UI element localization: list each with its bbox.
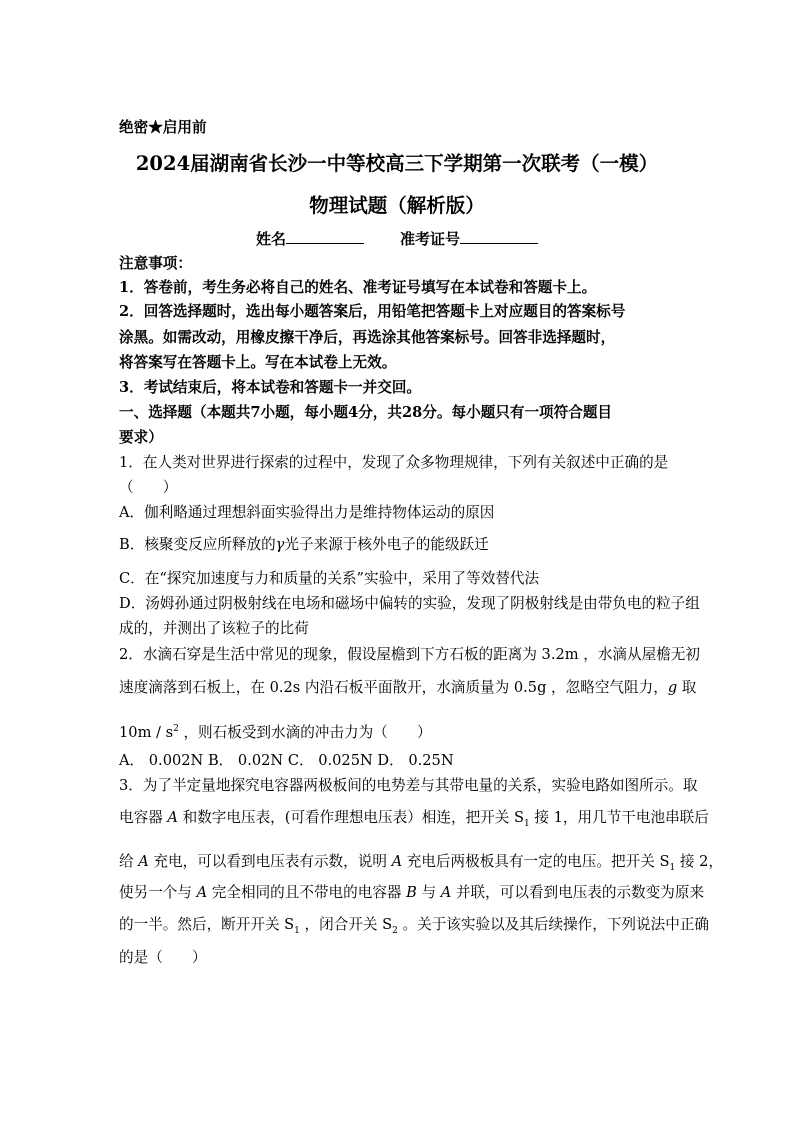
notice-item: 1．答卷前，考生务必将自己的姓名、准考证号填写在本试卷和答题卡上。 (119, 279, 597, 296)
q3-stem-cont3: 使另一个与 A 完全相同的且不带电的电容器 B 与 A 并联，可以看到电压表的示数变为原来 (119, 884, 705, 901)
q1-option-c: C．在“探究加速度与力和质量的关系”实验中，采用了等效替代法 (119, 570, 540, 587)
exam-id-label: 准考证号 (400, 230, 461, 248)
q1-option-b: B．核聚变反应所释放的γ光子来源于核外电子的能级跃迁 (119, 536, 489, 553)
notice-item: 涂黑。如需改动，用橡皮擦干净后，再选涂其他答案标号。回答非选择题时， (119, 329, 616, 346)
exam-subtitle: 物理试题（解析版） (309, 194, 485, 217)
section-heading: 一、选择题（本题共7小题，每小题4分，共28分。每小题只有一项符合题目 (119, 404, 613, 421)
section-heading-cont: 要求） (119, 429, 163, 446)
name-blank (286, 229, 364, 244)
q3-stem-cont2: 给 A 充电，可以看到电压表有示数，说明 A 充电后两极板具有一定的电压。把开关 $S_1$ 接 2， (119, 853, 723, 873)
q2-options: A． 0.002N B． 0.02N C． 0.025N D． 0.25N (119, 752, 454, 769)
q1-option-d: D．汤姆孙通过阴极射线在电场和磁场中偏转的实验，发现了阴极射线是由带负电的粒子组 (119, 595, 700, 612)
q3-stem: 3．为了半定量地探究电容器两极板间的电势差与其带电量的关系，实验电路如图所示。取 (119, 777, 698, 794)
exam-id-blank (460, 229, 538, 244)
q2-stem-cont: 速度滴落到石板上，在 0.2s 内沿石板平面散开，水滴质量为 0.5g ，忽略空气阻力，g 取 (119, 679, 697, 696)
notice-item: 2．回答选择题时，选出每小题答案后，用铅笔把答题卡上对应题目的答案标号 (119, 303, 626, 320)
q3-stem-cont: 电容器 A 和数字电压表，(可看作理想电压表）相连，把开关 $S_1$ 接 1，用几节干电池串联后 (119, 809, 709, 829)
notice-item: 将答案写在答题卡上。写在本试卷上无效。 (119, 354, 397, 371)
q2-stem: 2．水滴石穿是生活中常见的现象，假设屋檐到下方石板的距离为 3.2m ，水滴从屋檐无初 (119, 646, 700, 663)
q2-stem-cont2: $10m / s^2$ ，则石板受到水滴的冲击力为（ ） (119, 723, 432, 741)
candidate-info-row (0, 228, 794, 249)
name-label: 姓名 (255, 230, 286, 248)
q1-answer-paren: （ ） (119, 479, 178, 496)
q1-option-a: A．伽利略通过理想斜面实验得出力是维持物体运动的原因 (119, 504, 495, 521)
notice-heading: 注意事项： (119, 255, 192, 272)
secret-label: 绝密★启用前 (119, 119, 207, 136)
q1-stem: 1．在人类对世界进行探索的过程中，发现了众多物理规律，下列有关叙述中正确的是 (119, 454, 669, 471)
q3-stem-cont4: 的一半。然后，断开开关 $S_1$ ，闭合开关 $S_2$ 。关于该实验以及其后续操作，下列说法中正确 (119, 916, 710, 936)
notice-item: 3．考试结束后，将本试卷和答题卡一并交回。 (119, 379, 422, 396)
q1-option-d-cont: 成的，并测出了该粒子的比荷 (119, 620, 309, 637)
exam-title: 2024届湖南省长沙一中等校高三下学期第一次联考（一模） (135, 152, 659, 175)
q3-stem-end: 的是（ ） (119, 949, 207, 966)
